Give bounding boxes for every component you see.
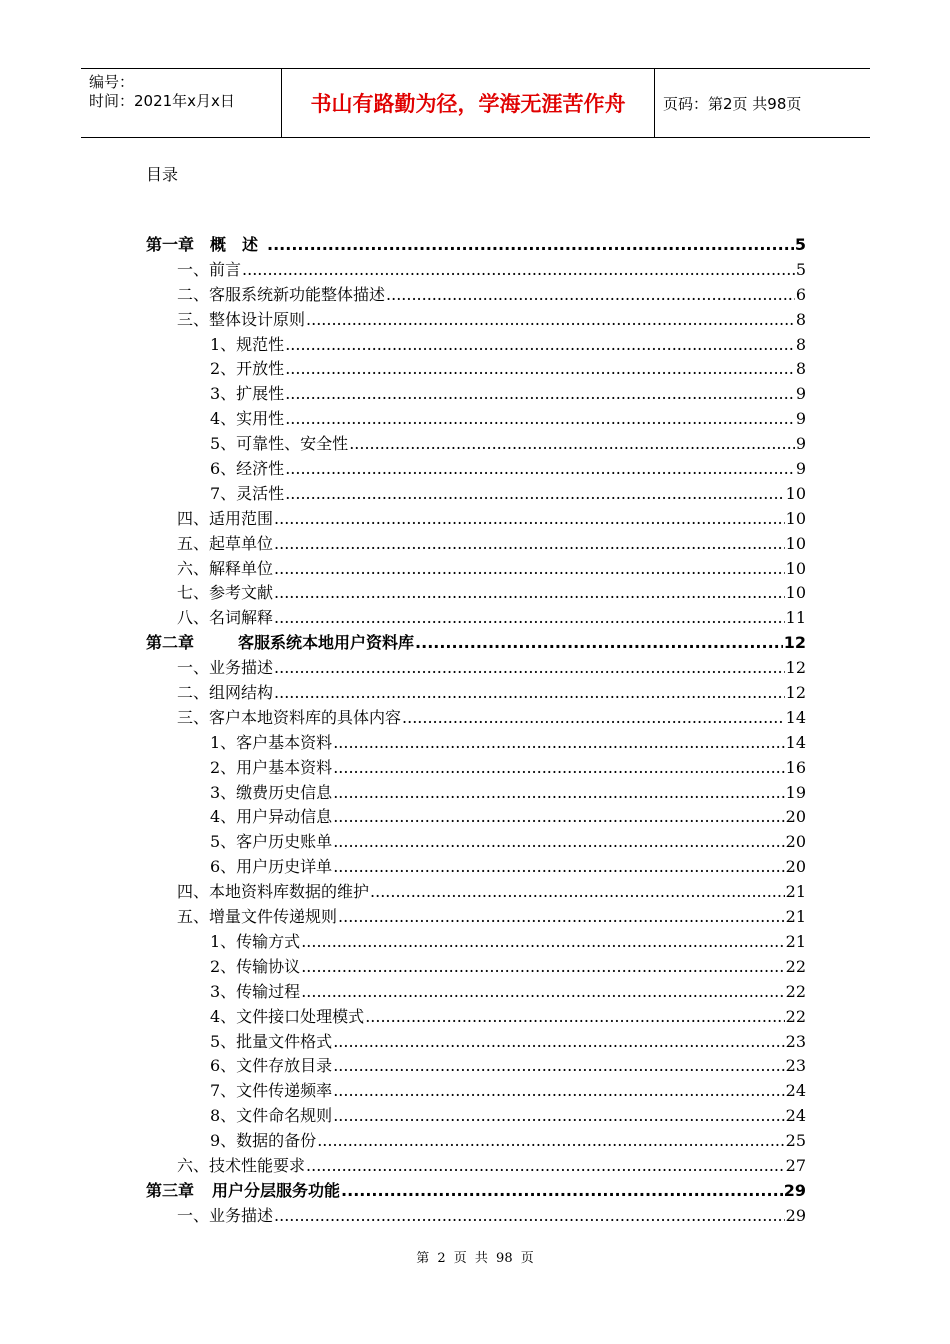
toc-page-number: 5: [794, 235, 806, 254]
toc-page-number: 9: [795, 409, 806, 429]
toc-page-number: 8: [795, 334, 806, 354]
toc-entry-title: 2、开放性: [210, 359, 285, 379]
toc-page-number: 29: [783, 1180, 806, 1200]
toc-leader-dots: [333, 830, 784, 855]
toc-entry[interactable]: [146, 482, 806, 507]
toc-entry[interactable]: [146, 706, 806, 731]
toc-entry-title: 2、用户基本资料: [210, 757, 333, 777]
toc-leader-dots: [285, 407, 795, 432]
toc-page-number: 5: [795, 259, 806, 279]
toc-entry[interactable]: [146, 1030, 806, 1055]
toc-leader-dots: [415, 631, 783, 656]
toc-page-number: 6: [795, 284, 806, 304]
toc-page-number: 24: [785, 1106, 806, 1126]
header-meta: [81, 69, 281, 137]
toc-entry-title: 5、批量文件格式: [210, 1031, 333, 1051]
toc-leader-dots: [285, 482, 784, 507]
toc-leader-dots: [274, 557, 785, 582]
toc-entry[interactable]: [146, 905, 806, 930]
toc-page-number: 22: [785, 1006, 806, 1026]
toc-page-number: 22: [785, 981, 806, 1001]
toc-leader-dots: [274, 507, 785, 532]
toc-leader-dots: [274, 1204, 785, 1229]
toc-entry[interactable]: [146, 1179, 806, 1204]
toc-leader-dots: [333, 1104, 784, 1129]
toc-entry-title: 一、业务描述: [177, 1205, 274, 1225]
toc-page-number: 10: [785, 483, 806, 503]
toc-entry[interactable]: [146, 233, 806, 258]
toc-entry[interactable]: [146, 333, 806, 358]
toc-leader-dots: [365, 1005, 784, 1030]
toc-entry[interactable]: [146, 532, 806, 557]
toc-entry[interactable]: [146, 581, 806, 606]
toc-page-number: 19: [785, 782, 806, 802]
toc-entry[interactable]: [146, 606, 806, 631]
toc-entry[interactable]: [146, 308, 806, 333]
toc-entry-title: 7、文件传递频率: [210, 1081, 333, 1101]
toc-entry-title: 6、经济性: [210, 459, 285, 479]
toc-entry-title: 六、技术性能要求: [177, 1155, 306, 1175]
toc-leader-dots: [333, 805, 784, 830]
toc-entry-title: 五、增量文件传递规则: [177, 907, 338, 927]
toc-page-number: 10: [785, 508, 806, 528]
toc-entry[interactable]: [146, 357, 806, 382]
toc-entry[interactable]: [146, 407, 806, 432]
toc-entry[interactable]: [146, 980, 806, 1005]
toc-entry[interactable]: [146, 432, 806, 457]
toc-entry[interactable]: [146, 557, 806, 582]
header-page-info: 页码：第2页 共98页: [663, 95, 802, 113]
toc-leader-dots: [285, 382, 795, 407]
toc-entry[interactable]: [146, 805, 806, 830]
toc-entry-title: 三、整体设计原则: [177, 309, 306, 329]
toc-page-number: 9: [795, 384, 806, 404]
toc-entry[interactable]: [146, 1079, 806, 1104]
toc-leader-dots: [333, 731, 784, 756]
toc-entry[interactable]: [146, 781, 806, 806]
page-header: [81, 68, 870, 138]
toc-leader-dots: [333, 1054, 784, 1079]
toc-entry-title: 7、灵活性: [210, 483, 285, 503]
toc-page-number: 29: [785, 1205, 806, 1225]
header-divider: [654, 69, 655, 137]
toc-entry-title: 客服系统本地用户资料库: [238, 633, 415, 653]
toc-leader-dots: [333, 756, 784, 781]
toc-entry-title: 3、传输过程: [210, 981, 301, 1001]
toc-page-number: 20: [785, 857, 806, 877]
toc-entry[interactable]: [146, 880, 806, 905]
toc-entry-title: 八、名词解释: [177, 608, 274, 628]
toc-leader-dots: [274, 581, 785, 606]
toc-leader-dots: [285, 333, 795, 358]
toc-entry[interactable]: [146, 382, 806, 407]
toc-leader-dots: [317, 1129, 784, 1154]
toc-entry-title: 4、实用性: [210, 409, 285, 429]
toc-page-number: 8: [795, 309, 806, 329]
toc-entry-title: 2、传输协议: [210, 956, 301, 976]
toc-page-number: 23: [785, 1056, 806, 1076]
toc-leader-dots: [370, 880, 785, 905]
toc-page-number: 25: [785, 1131, 806, 1151]
toc-entry-title: 六、解释单位: [177, 558, 274, 578]
toc-leader-dots: [386, 283, 795, 308]
toc-leader-dots: [274, 532, 785, 557]
toc-page-number: 20: [785, 832, 806, 852]
toc-leader-dots: [301, 955, 784, 980]
toc-page-number: 8: [795, 359, 806, 379]
toc-entry-title: 四、适用范围: [177, 508, 274, 528]
toc-leader-dots: [333, 1079, 784, 1104]
toc-entry[interactable]: [146, 930, 806, 955]
toc-entry-title: 8、文件命名规则: [210, 1106, 333, 1126]
toc-leader-dots: [285, 357, 795, 382]
toc-page-number: 12: [785, 683, 806, 703]
toc-page-number: 23: [785, 1031, 806, 1051]
toc-entry[interactable]: [146, 681, 806, 706]
toc-entry[interactable]: [146, 855, 806, 880]
toc-page-number: 12: [783, 633, 806, 653]
toc-leader-dots: [349, 432, 795, 457]
toc-entry-title: 四、本地资料库数据的维护: [177, 882, 370, 902]
toc-entry[interactable]: [146, 830, 806, 855]
toc-entry[interactable]: [146, 955, 806, 980]
toc-page-number: 9: [795, 459, 806, 479]
toc-leader-dots: [306, 1154, 785, 1179]
toc-leader-dots: [333, 1030, 784, 1055]
toc-page-number: 24: [785, 1081, 806, 1101]
toc-title: 目录: [146, 165, 179, 184]
toc-page-number: 10: [785, 533, 806, 553]
toc-entry-title: 一、前言: [177, 259, 242, 279]
table-of-contents: [146, 233, 806, 1229]
toc-entry[interactable]: [146, 283, 806, 308]
toc-entry-title: 二、客服系统新功能整体描述: [177, 284, 386, 304]
toc-entry-title: 5、客户历史账单: [210, 832, 333, 852]
toc-page-number: 10: [785, 558, 806, 578]
toc-page-number: 11: [785, 608, 806, 628]
document-number-label: 编号：: [89, 73, 135, 91]
toc-leader-dots: [333, 781, 784, 806]
toc-page-number: 16: [785, 757, 806, 777]
toc-entry-title: 一、业务描述: [177, 658, 274, 678]
toc-leader-dots: [285, 457, 795, 482]
toc-entry[interactable]: [146, 656, 806, 681]
toc-entry[interactable]: [146, 731, 806, 756]
toc-entry[interactable]: [146, 507, 806, 532]
toc-entry-title: 用户分层服务功能: [212, 1180, 341, 1200]
toc-leader-dots: [274, 656, 785, 681]
toc-page-number: 10: [785, 583, 806, 603]
toc-entry[interactable]: [146, 1129, 806, 1154]
toc-entry[interactable]: [146, 457, 806, 482]
toc-entry-title: 七、参考文献: [177, 583, 274, 603]
toc-leader-dots: [402, 706, 785, 731]
toc-entry[interactable]: [146, 1204, 806, 1229]
toc-leader-dots: [333, 855, 784, 880]
document-date: 时间：2021年x月x日: [89, 92, 235, 110]
toc-chapter-number: 第二章: [146, 633, 195, 653]
toc-leader-dots: [341, 1179, 783, 1204]
toc-entry-title: 9、数据的备份: [210, 1131, 317, 1151]
toc-page-number: 12: [785, 658, 806, 678]
toc-page-number: 14: [785, 707, 806, 727]
toc-page-number: 21: [785, 907, 806, 927]
toc-leader-dots: [274, 606, 785, 631]
toc-leader-dots: [242, 258, 795, 283]
toc-entry-title: 二、组网结构: [177, 683, 274, 703]
toc-entry[interactable]: [146, 1005, 806, 1030]
toc-leader-dots: [274, 681, 785, 706]
toc-leader-dots: [301, 980, 784, 1005]
toc-entry-title: 6、文件存放目录: [210, 1056, 333, 1076]
toc-entry-title: 3、缴费历史信息: [210, 782, 333, 802]
toc-leader-dots: [267, 233, 794, 258]
toc-entry-title: 三、客户本地资料库的具体内容: [177, 707, 402, 727]
toc-page-number: 27: [785, 1155, 806, 1175]
toc-chapter-number: 第一章 概 述: [146, 235, 259, 254]
toc-entry-title: 5、可靠性、安全性: [210, 434, 349, 454]
header-motto: 书山有路勤为径，学海无涯苦作舟: [310, 92, 626, 116]
toc-entry-title: 6、用户历史详单: [210, 857, 333, 877]
page-footer: 第 2 页 共 98 页: [416, 1251, 534, 1266]
toc-entry-title: 1、客户基本资料: [210, 732, 333, 752]
toc-entry[interactable]: [146, 1054, 806, 1079]
toc-page-number: 14: [785, 732, 806, 752]
toc-entry-title: 1、规范性: [210, 334, 285, 354]
toc-page-number: 9: [795, 434, 806, 454]
toc-entry[interactable]: [146, 756, 806, 781]
toc-entry[interactable]: [146, 1154, 806, 1179]
toc-page-number: 20: [785, 807, 806, 827]
toc-entry-title: 1、传输方式: [210, 931, 301, 951]
toc-leader-dots: [306, 308, 795, 333]
toc-entry[interactable]: [146, 631, 806, 656]
toc-page-number: 21: [785, 931, 806, 951]
toc-entry[interactable]: [146, 258, 806, 283]
toc-chapter-number: 第三章: [146, 1180, 195, 1200]
toc-entry-title: 4、用户异动信息: [210, 807, 333, 827]
toc-entry-title: 4、文件接口处理模式: [210, 1006, 365, 1026]
toc-entry[interactable]: [146, 1104, 806, 1129]
toc-page-number: 22: [785, 956, 806, 976]
toc-leader-dots: [301, 930, 784, 955]
toc-entry-title: 3、扩展性: [210, 384, 285, 404]
toc-leader-dots: [338, 905, 785, 930]
toc-entry-title: 五、起草单位: [177, 533, 274, 553]
toc-page-number: 21: [785, 882, 806, 902]
